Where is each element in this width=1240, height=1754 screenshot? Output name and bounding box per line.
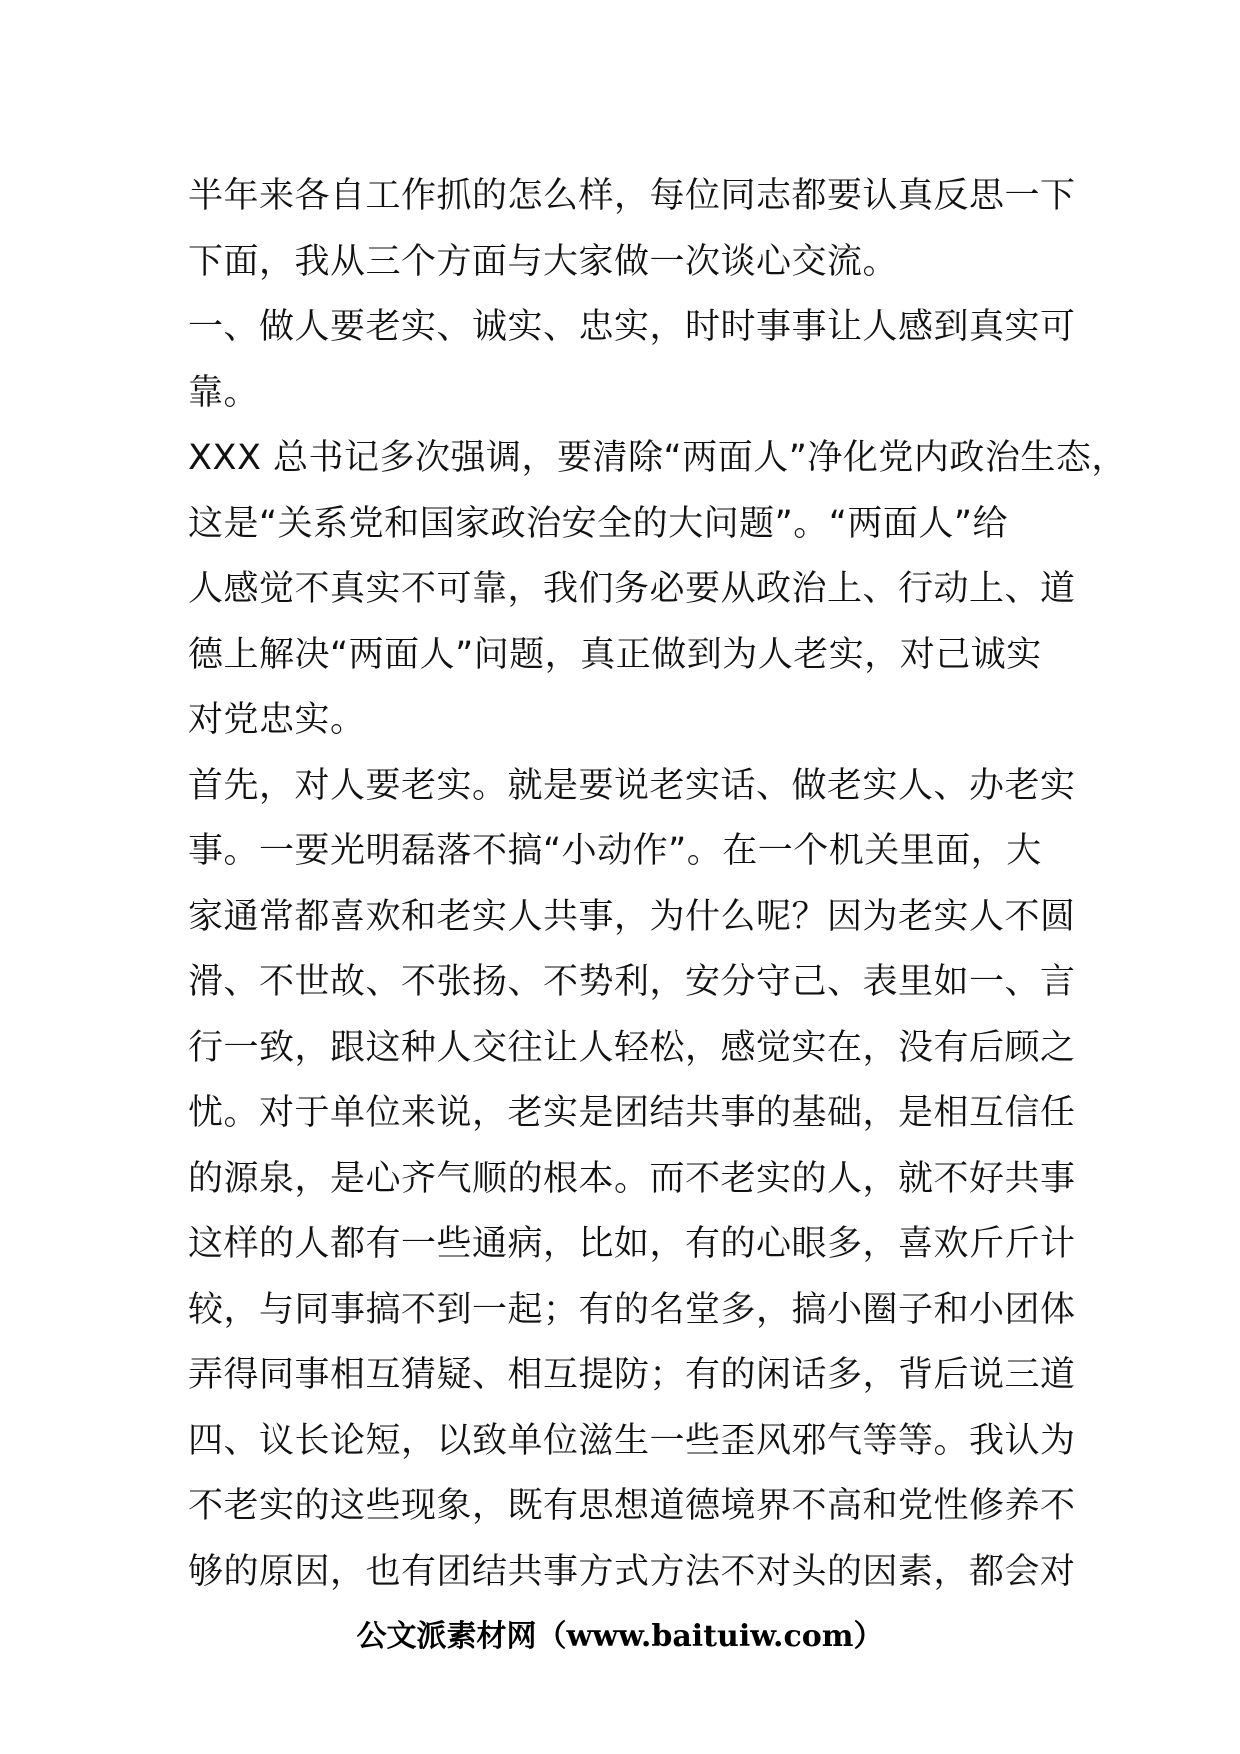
text-line: XXX 总书记多次强调，要清除“两面人”净化党内政治生态， [188, 438, 1127, 478]
text-line: 四、议长论短，以致单位滋生一些歪风邪气等等。我认为 [188, 1420, 1076, 1461]
text-line: 德上解决“两面人”问题，真正做到为人老实，对己诚实 [188, 634, 1042, 675]
text-line: 忧。对于单位来说，老实是团结共事的基础，是相互信任 [188, 1093, 1076, 1133]
text-line: 对党忠实。 [188, 700, 366, 740]
section-heading-line: 靠。 [188, 372, 260, 413]
text-line: 的源泉，是心齐气顺的根本。而不老实的人，就不好共事 [188, 1158, 1076, 1199]
section-heading-line: 一、做人要老实、诚实、忠实，时时事事让人感到真实可 [188, 307, 1076, 347]
text-line: 下面，我从三个方面与大家做一次谈心交流。 [188, 241, 899, 282]
text-line: 弄得同事相互猜疑、相互提防；有的闲话多，背后说三道 [188, 1355, 1076, 1395]
text-line: 不老实的这些现象，既有思想道德境界不高和党性修养不 [188, 1486, 1076, 1526]
text-line: 首先，对人要老实。就是要说老实话、做老实人、办老实 [188, 765, 1076, 806]
text-line: 半年来各自工作抓的怎么样，每位同志都要认真反思一下 [188, 176, 1076, 216]
text-line: 较，与同事搞不到一起；有的名堂多，搞小圈子和小团体 [188, 1289, 1076, 1330]
text-line: 这是“关系党和国家政治安全的大问题”。“两面人”给 [188, 503, 1009, 544]
text-line: 行一致，跟这种人交往让人轻松，感觉实在，没有后顾之 [188, 1027, 1076, 1068]
text-line: 滑、不世故、不张扬、不势利，安分守己、表里如一、言 [188, 962, 1076, 1002]
text-line: 事。一要光明磊落不搞“小动作”。在一个机关里面，大 [188, 831, 1042, 871]
text-line: 人感觉不真实不可靠，我们务必要从政治上、行动上、道 [188, 569, 1076, 609]
text-line: 够的原因，也有团结共事方式方法不对头的因素，都会对 [188, 1551, 1076, 1592]
text-line: 这样的人都有一些通病，比如，有的心眼多，喜欢斤斤计 [188, 1224, 1076, 1264]
document-body [188, 164, 1127, 1605]
text-line: 家通常都喜欢和老实人共事，为什么呢？因为老实人不圆 [188, 896, 1076, 937]
footer-watermark: 公文派素材网（www.baituiw.com） [356, 1619, 884, 1654]
